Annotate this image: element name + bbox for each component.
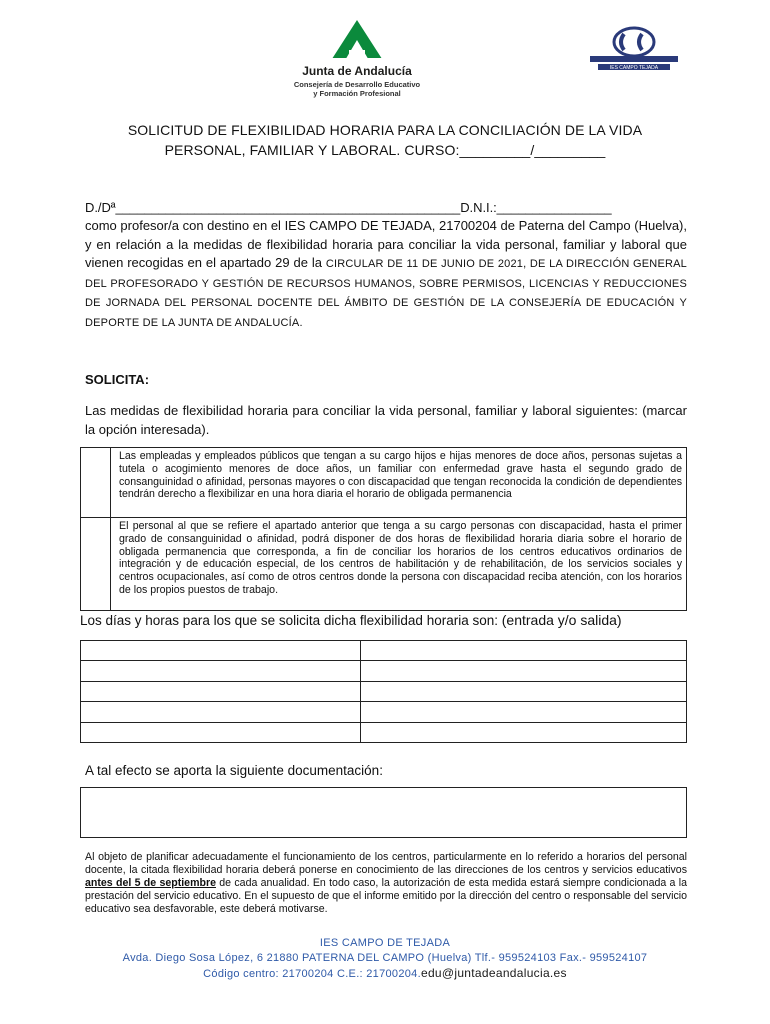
footer-address: Avda. Diego Sosa López, 6 21880 PATERNA DEL CAMPO (Huelva) Tlf.- 959524103 Fax.- 959524107 (122, 952, 648, 964)
days-row (81, 702, 686, 722)
applicant-body (85, 217, 687, 332)
footer-email[interactable]: edu@juntadeandalucia.es (420, 966, 567, 980)
solicita-heading: SOLICITA: (85, 372, 150, 387)
option-row-2 (81, 518, 686, 610)
solicita-intro: Las medidas de flexibilidad horaria para conciliar la vida personal, familiar y laboral siguientes: (marcar la opción interesada). (85, 403, 687, 437)
hours-cell[interactable] (361, 661, 686, 680)
org-name: Junta de Andalucía (302, 64, 412, 78)
hours-cell[interactable] (361, 641, 686, 660)
days-cell[interactable] (81, 682, 361, 701)
days-table (80, 640, 687, 743)
option-2-checkbox[interactable] (81, 518, 111, 610)
org-sub2: y Formación Profesional (313, 89, 401, 98)
days-cell[interactable] (81, 702, 361, 721)
footer-school-name: IES CAMPO DE TEJADA (319, 937, 451, 949)
option-row-1 (81, 448, 686, 518)
days-row (81, 723, 686, 743)
documentation-label: A tal efecto se aporta la siguiente documentación: (85, 763, 383, 778)
option-1-checkbox[interactable] (81, 448, 111, 517)
hours-cell[interactable] (361, 682, 686, 701)
days-row (81, 641, 686, 661)
form-title-line1: SOLICITUD DE FLEXIBILIDAD HORARIA PARA LA CONCILIACIÓN DE LA VIDA (127, 122, 643, 138)
days-label-suffix: (entrada y/o salida) (501, 612, 622, 628)
hours-cell[interactable] (361, 702, 686, 721)
junta-logo-mark-icon (322, 20, 392, 62)
days-row (81, 682, 686, 702)
ies-campo-tejada-logo (584, 20, 684, 76)
applicant-body-text: como profesor/a con destino en el IES CAMPO DE TEJADA, 21700204 de Paterna del Campo (Huelva), y en relación a la medidas de flexibilidad horaria para conciliar la vida personal, familiar y laboral que vienen recogidas en el apartado 29 de la (85, 218, 687, 270)
hours-cell[interactable] (361, 723, 686, 743)
junta-andalucia-logo (282, 20, 432, 100)
days-label (80, 612, 622, 628)
org-subtitle (282, 80, 432, 98)
option-1-text: Las empleadas y empleados públicos que tengan a su cargo hijos e hijas menores de doce años, personas sujetas a tutela o acogimiento menores de doce años, un familiar con enfermedad grave hasta el segundo grado de consanguinidad o afinidad, personas mayores o con discapacidad que tengan reconocida la condición de dependientes tendrán derecho a flexibilizar en una hora diaria el horario de obligada permanencia (119, 450, 682, 501)
days-cell[interactable] (81, 641, 361, 660)
circular-reference: CIRCULAR DE 11 DE JUNIO DE 2021, DE LA DIRECCIÓN GENERAL DEL PROFESORADO Y GESTIÓN DE RECURSOS HUMANOS, SOBRE PERMISOS, LICENCIAS Y REDUCCIONES DE JORNADA DEL PERSONAL DOCENTE DEL ÁMBITO DE GESTIÓN DE LA CONSEJERÍA DE EDUCACIÓN Y DEPORTE DE LA JUNTA DE ANDALUCÍA. (85, 258, 687, 329)
days-cell[interactable] (81, 661, 361, 680)
footnote (85, 851, 687, 916)
footer-center-code: Código centro: 21700204 C.E.: 21700204. (203, 968, 421, 980)
ies-logo-text: IES CAMPO TEJADA (609, 65, 659, 71)
options-table (80, 447, 687, 611)
footnote-deadline: antes del 5 de septiembre (85, 876, 216, 889)
days-cell[interactable] (81, 723, 361, 743)
footnote-text-1: Al objeto de planificar adecuadamente el funcionamiento de los centros, particularmente en lo referido a horarios del personal docente, la citada flexibilidad horaria deberá ponerse en conocimiento de las direcciones de los centros y servicios educativos (85, 851, 687, 876)
footer-codes (60, 966, 710, 980)
days-row (81, 661, 686, 681)
option-2-text: El personal al que se refiere el apartado anterior que tenga a su cargo personas con discapacidad, hasta el primer grado de consanguinidad o afinidad, podrá disponer de dos horas de flexibilidad horaria diaria sobre el horario de obligada permanencia que corresponda, a fin de conciliar los horarios de los centros educativos ordinarios de integración y de educación especial, de los centros de habilitación y de rehabilitación, de los servicios sociales y centros ocupacionales, así como de otros centros donde la persona con discapacidad reciba atención, con los horarios de los propios puestos de trabajo. (119, 520, 682, 596)
documentation-box[interactable] (80, 787, 687, 838)
applicant-name-line: D./Dª________________________________________________D.N.I.:________________ (85, 200, 612, 215)
org-sub1: Consejería de Desarrollo Educativo (293, 80, 421, 89)
form-title-line2: PERSONAL, FAMILIAR Y LABORAL. CURSO:_________/_________ (164, 142, 606, 158)
days-label-text: Los días y horas para los que se solicita dicha flexibilidad horaria son: (80, 613, 502, 628)
footnote-text-2: de cada anualidad. En todo caso, la autorización de esta medida estará siempre condicionada a la prestación del servicio educativo. En el supuesto de que el informe emitido por la dirección del centro o responsable del servicio educativo sea desfavorable, este deberá motivarse. (85, 876, 687, 915)
